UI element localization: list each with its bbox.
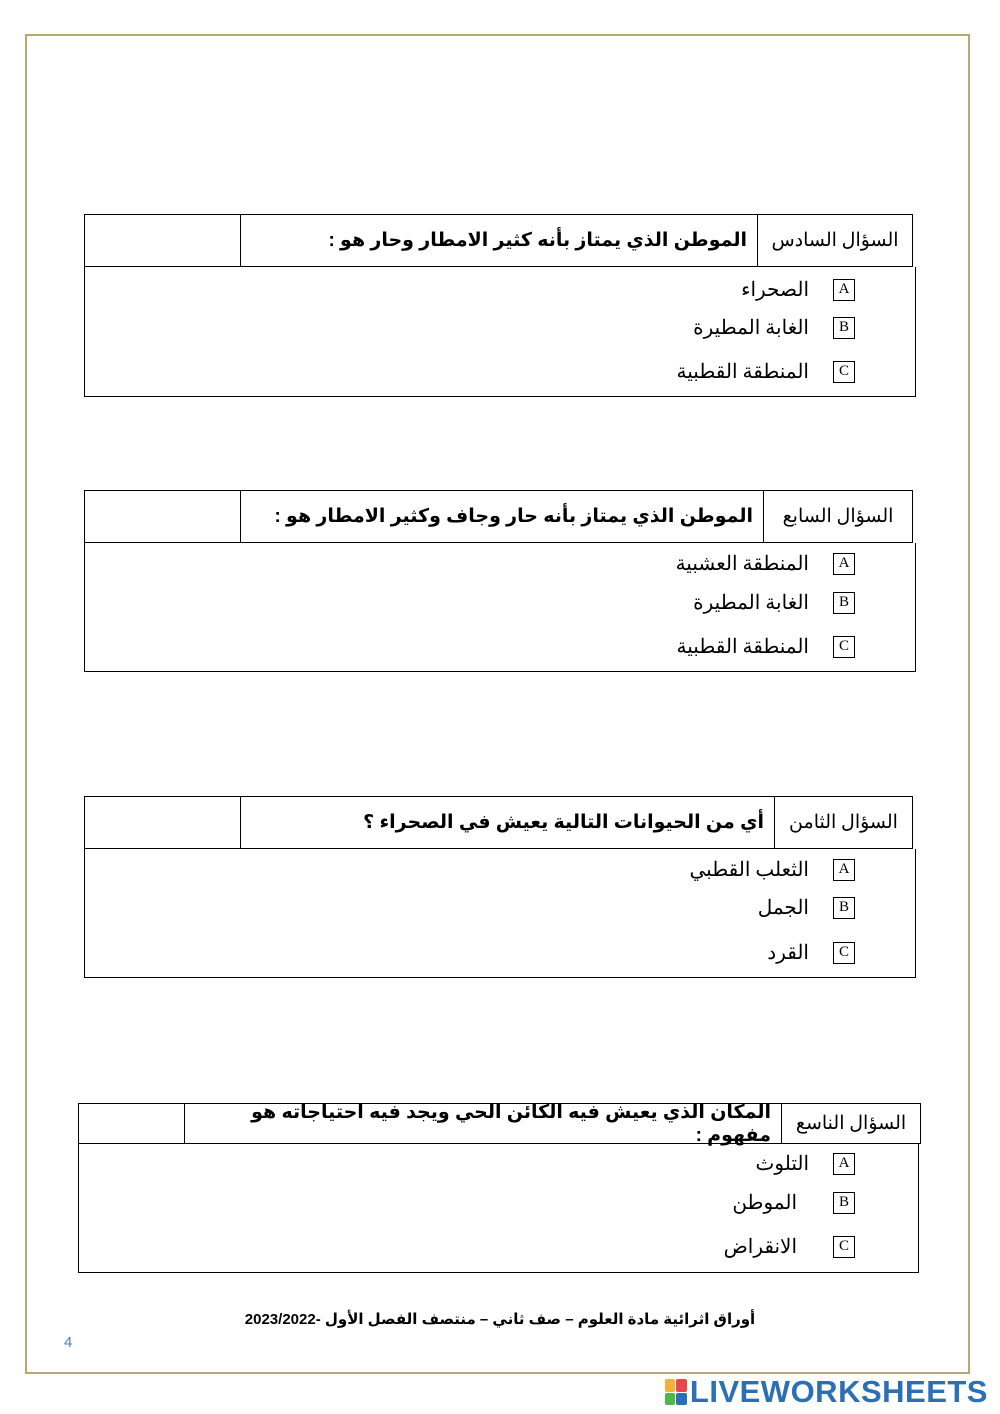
option-text: الجمل	[757, 897, 809, 919]
question-6-option-b[interactable]	[693, 315, 855, 340]
question-7-score-box[interactable]	[85, 491, 241, 542]
question-8-option-a[interactable]	[690, 857, 855, 882]
question-9-option-c[interactable]	[724, 1234, 855, 1259]
question-9-option-a[interactable]	[756, 1151, 855, 1176]
option-letter-box: B	[833, 592, 855, 614]
option-text: الصحراء	[741, 279, 809, 301]
liveworksheets-logo-icon	[665, 1379, 687, 1405]
option-text: التلوث	[755, 1153, 809, 1175]
question-8-header	[84, 796, 913, 849]
option-text: المنطقة العشبية	[675, 553, 809, 575]
question-8-option-c[interactable]	[767, 940, 855, 965]
question-6-header	[84, 214, 913, 267]
question-8-option-b[interactable]	[758, 895, 855, 920]
question-7-option-b[interactable]	[693, 590, 855, 615]
option-text: الثعلب القطبي	[689, 859, 809, 881]
question-9-option-b[interactable]	[732, 1190, 855, 1215]
brand-text: LIVEWORKSHEETS	[689, 1374, 988, 1409]
question-6-option-c[interactable]	[677, 359, 855, 384]
question-7-header	[84, 490, 913, 543]
question-9-header	[78, 1103, 921, 1144]
question-7-option-c[interactable]	[677, 634, 855, 659]
option-text: القرد	[767, 942, 809, 964]
option-letter-box: B	[833, 317, 855, 339]
option-text: الانقراض	[723, 1236, 797, 1258]
option-letter-box: B	[833, 897, 855, 919]
question-7-text: الموطن الذي يمتاز بأنه حار وجاف وكثير الامطار هو :	[241, 491, 764, 542]
option-letter-box: C	[833, 361, 855, 383]
option-letter-box: A	[833, 1153, 855, 1175]
option-letter-box: B	[833, 1192, 855, 1214]
option-letter-box: A	[833, 859, 855, 881]
question-8-label: السؤال الثامن	[789, 812, 898, 833]
question-6-label: السؤال السادس	[771, 230, 899, 251]
question-8-score-box[interactable]	[85, 797, 241, 848]
question-7-option-a[interactable]	[676, 551, 855, 576]
option-letter-box: C	[833, 636, 855, 658]
option-text: الغابة المطيرة	[693, 317, 809, 339]
question-6-option-a[interactable]	[741, 277, 855, 302]
liveworksheets-brand[interactable]	[665, 1374, 988, 1410]
question-6-score-box[interactable]	[85, 215, 241, 266]
question-6-text: الموطن الذي يمتاز بأنه كثير الامطار وحار هو :	[241, 215, 758, 266]
question-9-score-box[interactable]	[79, 1104, 185, 1143]
question-9-text: المكان الذي يعيش فيه الكائن الحي ويجد فيه احتياجاته هو مفهوم :	[185, 1104, 782, 1143]
option-letter-box: C	[833, 942, 855, 964]
question-9-label: السؤال الناسع	[795, 1113, 907, 1134]
option-text: المنطقة القطبية	[676, 636, 809, 658]
question-8-text: أي من الحيوانات التالية يعيش في الصحراء ؟	[241, 797, 775, 848]
footer-caption: أوراق اثرائية مادة العلوم – صف ثاني – منتصف الفصل الأول -2023/2022	[244, 1311, 756, 1328]
option-text: المنطقة القطبية	[676, 361, 809, 383]
option-letter-box: C	[833, 1236, 855, 1258]
option-letter-box: A	[833, 279, 855, 301]
page-number: 4	[64, 1334, 73, 1351]
option-text: الموطن	[732, 1192, 797, 1214]
option-letter-box: A	[833, 553, 855, 575]
option-text: الغابة المطيرة	[693, 592, 809, 614]
question-7-label: السؤال السابع	[782, 506, 894, 527]
